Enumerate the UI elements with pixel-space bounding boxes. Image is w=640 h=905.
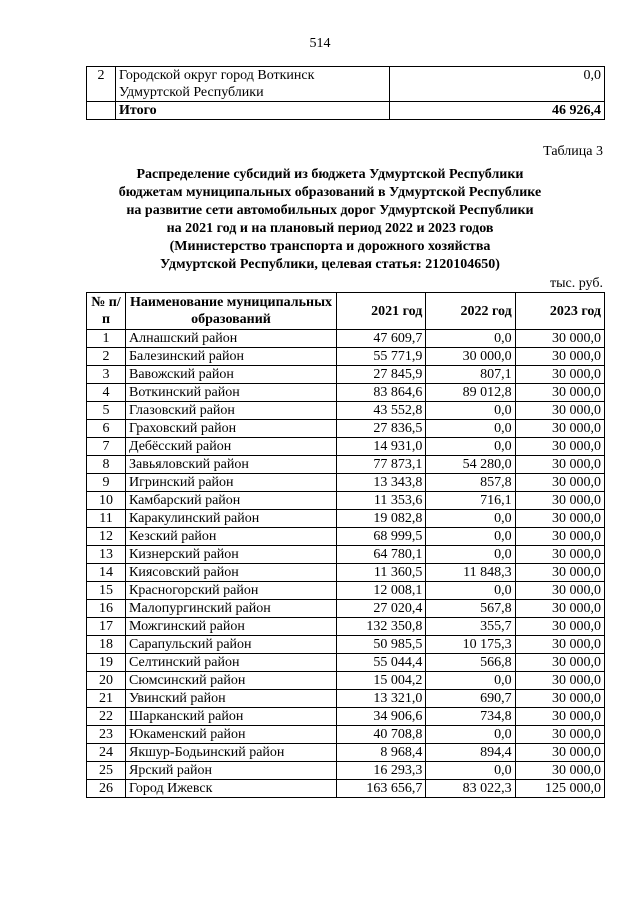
table-row [87,366,605,384]
row-number: 1 [87,330,126,348]
value-2022: 0,0 [426,582,515,600]
value-2021: 43 552,8 [337,402,426,420]
municipality-name: Городской округ город Воткинск Удмуртской Республики [116,67,390,102]
value-2021: 13 321,0 [337,690,426,708]
value-2023: 30 000,0 [515,654,604,672]
table-row [87,582,605,600]
municipality-name: Алнашский район [126,330,337,348]
table-row [87,762,605,780]
value-2021: 27 020,4 [337,600,426,618]
table-row [87,708,605,726]
value-2023: 30 000,0 [515,762,604,780]
value-2021: 40 708,8 [337,726,426,744]
value-2021: 55 044,4 [337,654,426,672]
row-number: 11 [87,510,126,528]
value-2023: 30 000,0 [515,366,604,384]
total-value: 46 926,4 [390,102,605,120]
municipality-name: Шарканский район [126,708,337,726]
row-number: 5 [87,402,126,420]
total-label: Итого [116,102,390,120]
municipality-name: Якшур-Бодьинский район [126,744,337,762]
value-2022: 355,7 [426,618,515,636]
value-2022: 0,0 [426,420,515,438]
value-2023: 30 000,0 [515,600,604,618]
value-2022: 690,7 [426,690,515,708]
title-line: Удмуртской Республики, целевая статья: 2120104650) [160,257,500,272]
row-number: 26 [87,780,126,798]
table-title [60,166,600,274]
value-2021: 27 836,5 [337,420,426,438]
municipality-name: Сарапульский район [126,636,337,654]
value-2021: 77 873,1 [337,456,426,474]
table-row [87,600,605,618]
table-row [87,456,605,474]
title-line: бюджетам муниципальных образований в Удмуртской Республике [118,185,542,200]
value-2023: 30 000,0 [515,510,604,528]
table-row [87,546,605,564]
value-2022: 89 012,8 [426,384,515,402]
value-2022: 734,8 [426,708,515,726]
value-2023: 30 000,0 [515,528,604,546]
table-row [87,726,605,744]
row-number: 2 [87,348,126,366]
row-number: 12 [87,528,126,546]
table-row [87,744,605,762]
value-2021: 163 656,7 [337,780,426,798]
value-2023: 30 000,0 [515,672,604,690]
table-row [87,420,605,438]
row-number: 8 [87,456,126,474]
municipality-name: Увинский район [126,690,337,708]
municipality-name: Город Ижевск [126,780,337,798]
header-num: № п/п [87,293,126,330]
value-2022: 857,8 [426,474,515,492]
table-row [87,690,605,708]
value-2023: 30 000,0 [515,708,604,726]
table-row [87,528,605,546]
table-row [87,438,605,456]
row-number: 19 [87,654,126,672]
value-2023: 30 000,0 [515,546,604,564]
value-2022: 0,0 [426,510,515,528]
value-2022: 30 000,0 [426,348,515,366]
municipality-name: Каракулинский район [126,510,337,528]
title-line: Распределение субсидий из бюджета Удмуртской Республики [136,167,524,182]
municipality-name: Кизнерский район [126,546,337,564]
title-line: на 2021 год и на плановый период 2022 и 2023 годов [166,221,494,236]
value-2023: 30 000,0 [515,564,604,582]
value-2022: 83 022,3 [426,780,515,798]
value-2022: 0,0 [426,438,515,456]
value-2022: 0,0 [426,726,515,744]
municipality-name: Кезский район [126,528,337,546]
table-row [87,672,605,690]
value-2022: 0,0 [426,402,515,420]
value-2021: 132 350,8 [337,618,426,636]
subsidy-value: 0,0 [390,67,605,102]
value-2021: 11 353,6 [337,492,426,510]
value-2021: 19 082,8 [337,510,426,528]
row-number: 6 [87,420,126,438]
table-row [87,67,605,102]
title-line: (Министерство транспорта и дорожного хозяйства [169,239,491,254]
municipality-name: Игринский район [126,474,337,492]
header-2021: 2021 год [337,293,426,330]
table-row [87,564,605,582]
row-number: 14 [87,564,126,582]
value-2023: 30 000,0 [515,384,604,402]
header-2023: 2023 год [515,293,604,330]
value-2023: 30 000,0 [515,420,604,438]
row-number: 25 [87,762,126,780]
municipality-name: Сюмсинский район [126,672,337,690]
row-number: 4 [87,384,126,402]
table-row [87,780,605,798]
municipality-name: Граховский район [126,420,337,438]
value-2021: 8 968,4 [337,744,426,762]
table-row [87,348,605,366]
value-2022: 10 175,3 [426,636,515,654]
value-2021: 55 771,9 [337,348,426,366]
value-2022: 11 848,3 [426,564,515,582]
municipality-name: Вавожский район [126,366,337,384]
units-label: тыс. руб. [550,276,603,291]
value-2023: 30 000,0 [515,438,604,456]
row-number: 9 [87,474,126,492]
value-2022: 894,4 [426,744,515,762]
value-2023: 30 000,0 [515,618,604,636]
value-2021: 34 906,6 [337,708,426,726]
row-number: 23 [87,726,126,744]
row-number: 20 [87,672,126,690]
table-row [87,330,605,348]
row-number: 18 [87,636,126,654]
value-2021: 13 343,8 [337,474,426,492]
municipality-name: Селтинский район [126,654,337,672]
table-label: Таблица 3 [543,144,603,159]
value-2022: 716,1 [426,492,515,510]
value-2021: 15 004,2 [337,672,426,690]
value-2023: 30 000,0 [515,726,604,744]
total-row [87,102,605,120]
municipality-name: Можгинский район [126,618,337,636]
header-row [87,293,605,330]
value-2023: 30 000,0 [515,636,604,654]
table-row [87,474,605,492]
value-2023: 30 000,0 [515,744,604,762]
value-2021: 27 845,9 [337,366,426,384]
table-row [87,492,605,510]
previous-table-continuation [86,66,605,120]
municipality-name: Юкаменский район [126,726,337,744]
total-row-number [87,102,116,120]
row-number: 15 [87,582,126,600]
row-number: 10 [87,492,126,510]
row-number: 22 [87,708,126,726]
municipality-name: Красногорский район [126,582,337,600]
municipality-name: Камбарский район [126,492,337,510]
municipality-name: Малопургинский район [126,600,337,618]
value-2023: 30 000,0 [515,492,604,510]
table-row [87,384,605,402]
table-row [87,636,605,654]
municipality-name: Балезинский район [126,348,337,366]
table-body [87,330,605,798]
table-row [87,510,605,528]
value-2023: 30 000,0 [515,690,604,708]
header-2022: 2022 год [426,293,515,330]
title-line: на развитие сети автомобильных дорог Удмуртской Республики [126,203,534,218]
table-row [87,618,605,636]
header-name: Наименование муниципальных образований [126,293,337,330]
value-2022: 0,0 [426,546,515,564]
value-2023: 30 000,0 [515,582,604,600]
value-2021: 50 985,5 [337,636,426,654]
value-2021: 68 999,5 [337,528,426,546]
value-2022: 54 280,0 [426,456,515,474]
row-number: 21 [87,690,126,708]
value-2022: 566,8 [426,654,515,672]
subsidy-table [86,292,605,798]
value-2023: 30 000,0 [515,474,604,492]
row-number: 13 [87,546,126,564]
value-2023: 30 000,0 [515,330,604,348]
value-2021: 12 008,1 [337,582,426,600]
value-2021: 47 609,7 [337,330,426,348]
value-2022: 0,0 [426,528,515,546]
municipality-name: Воткинский район [126,384,337,402]
municipality-name: Ярский район [126,762,337,780]
municipality-name: Дебёсский район [126,438,337,456]
value-2022: 0,0 [426,330,515,348]
value-2023: 30 000,0 [515,402,604,420]
value-2021: 11 360,5 [337,564,426,582]
row-number: 7 [87,438,126,456]
value-2022: 0,0 [426,672,515,690]
table-row [87,402,605,420]
municipality-name: Глазовский район [126,402,337,420]
page-number: 514 [309,36,331,51]
value-2021: 64 780,1 [337,546,426,564]
value-2023: 125 000,0 [515,780,604,798]
value-2021: 14 931,0 [337,438,426,456]
row-number: 2 [87,67,116,102]
table-row [87,654,605,672]
municipality-name: Киясовский район [126,564,337,582]
value-2022: 567,8 [426,600,515,618]
row-number: 24 [87,744,126,762]
value-2021: 83 864,6 [337,384,426,402]
value-2022: 0,0 [426,762,515,780]
value-2022: 807,1 [426,366,515,384]
row-number: 3 [87,366,126,384]
value-2023: 30 000,0 [515,456,604,474]
row-number: 17 [87,618,126,636]
value-2021: 16 293,3 [337,762,426,780]
municipality-name: Завьяловский район [126,456,337,474]
row-number: 16 [87,600,126,618]
value-2023: 30 000,0 [515,348,604,366]
